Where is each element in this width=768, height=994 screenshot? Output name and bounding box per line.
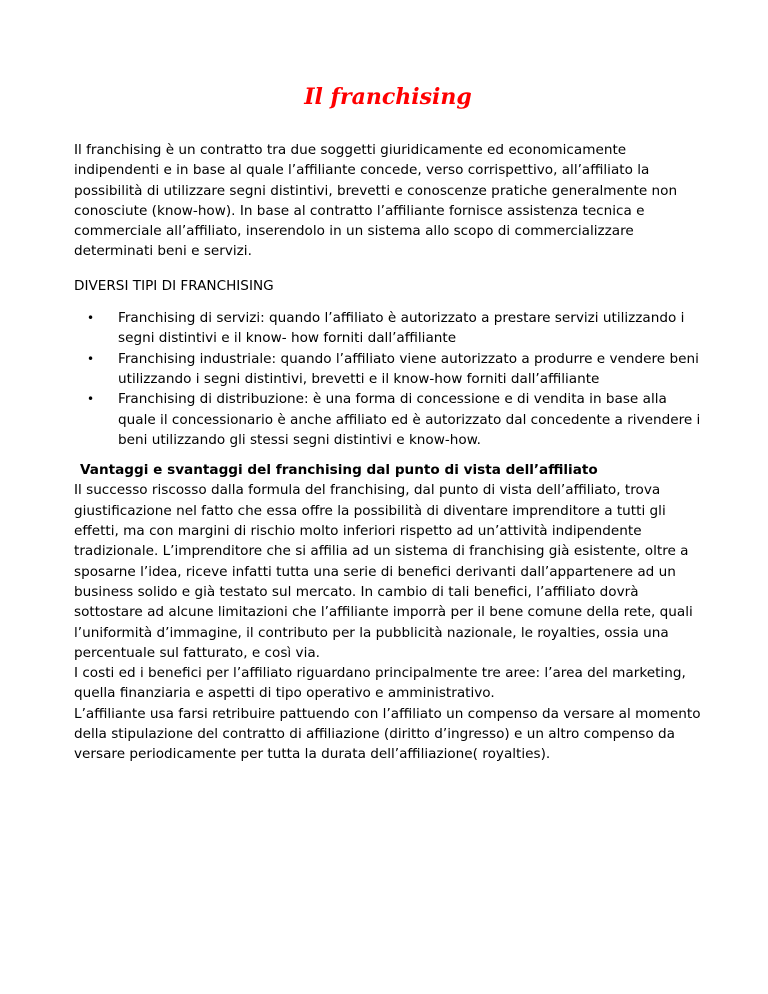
document-page bbox=[74, 82, 702, 765]
document-title: Il franchising bbox=[304, 84, 472, 110]
list-item bbox=[87, 389, 702, 450]
list-item-text: Franchising di servizi: quando l’affiliato è autorizzato a prestare servizi utilizzando i segni distintivi e il know- how forniti dall’affiliante bbox=[118, 310, 685, 347]
types-list bbox=[74, 308, 702, 450]
bullet-icon: • bbox=[87, 311, 95, 326]
advantages-paragraph: Il successo riscosso dalla formula del franchising, dal punto di vista dell’affiliato, trova giustificazione nel fatto che essa offre la possibilità di diventare imprenditore a tutti gli effetti, ma con margini di rischio molto inferiori rispetto ad un’attività indipendente tradizionale. L’imprenditore che si affilia ad un sistema di franchising già esistente, oltre a sposarne l’idea, riceve infatti tutta una serie di benefici derivanti dall’appartenere ad un business solido e già testato sul mercato. In cambio di tali benefici, l’affiliato dovrà sottostare ad alcune limitazioni che l’affiliante imporrà per il bene comune della rete, quali l’uniformità d’immagine, il contributo per la pubblicità nazionale, le royalties, ossia una percentuale sul fatturato, e così via. bbox=[74, 482, 693, 661]
list-item bbox=[87, 308, 702, 349]
list-item bbox=[87, 349, 702, 390]
types-heading: DIVERSI TIPI DI FRANCHISING bbox=[74, 277, 274, 294]
intro-paragraph: Il franchising è un contratto tra due soggetti giuridicamente ed economicamente indipendenti e in base al quale l’affiliante concede, verso corrispettivo, all’affiliato la possibilità di utilizzare segni distintivi, brevetti e conoscenze pratiche generalmente non conosciute (know-how). In base al contratto l’affiliante fornisce assistenza tecnica e commerciale all’affiliato, inserendolo in un sistema allo scopo di commercializzare determinati beni e servizi. bbox=[74, 142, 678, 260]
bullet-icon: • bbox=[87, 392, 95, 407]
costs-paragraph: I costi ed i benefici per l’affiliato riguardano principalmente tre aree: l’area del marketing, quella finanziaria e aspetti di tipo operativo e amministrativo. bbox=[74, 665, 686, 702]
fees-paragraph: L’affiliante usa farsi retribuire pattuendo con l’affiliato un compenso da versare al momento della stipulazione del contratto di affiliazione (diritto d’ingresso) e un altro compenso da versare periodicamente per tutta la durata dell’affiliazione( royalties). bbox=[74, 705, 701, 763]
list-item-text: Franchising di distribuzione: è una forma di concessione e di vendita in base alla quale il concessionario è anche affiliato ed è autorizzato dal concedente a rivendere i beni utilizzando gli stessi segni distintivi e know-how. bbox=[118, 391, 701, 448]
advantages-heading: Vantaggi e svantaggi del franchising dal punto di vista dell’affiliato bbox=[80, 462, 598, 479]
bullet-icon: • bbox=[87, 351, 95, 366]
list-item-text: Franchising industriale: quando l’affiliato viene autorizzato a produrre e vendere beni utilizzando i segni distintivi, brevetti e il know-how forniti dall’affiliante bbox=[118, 350, 699, 387]
